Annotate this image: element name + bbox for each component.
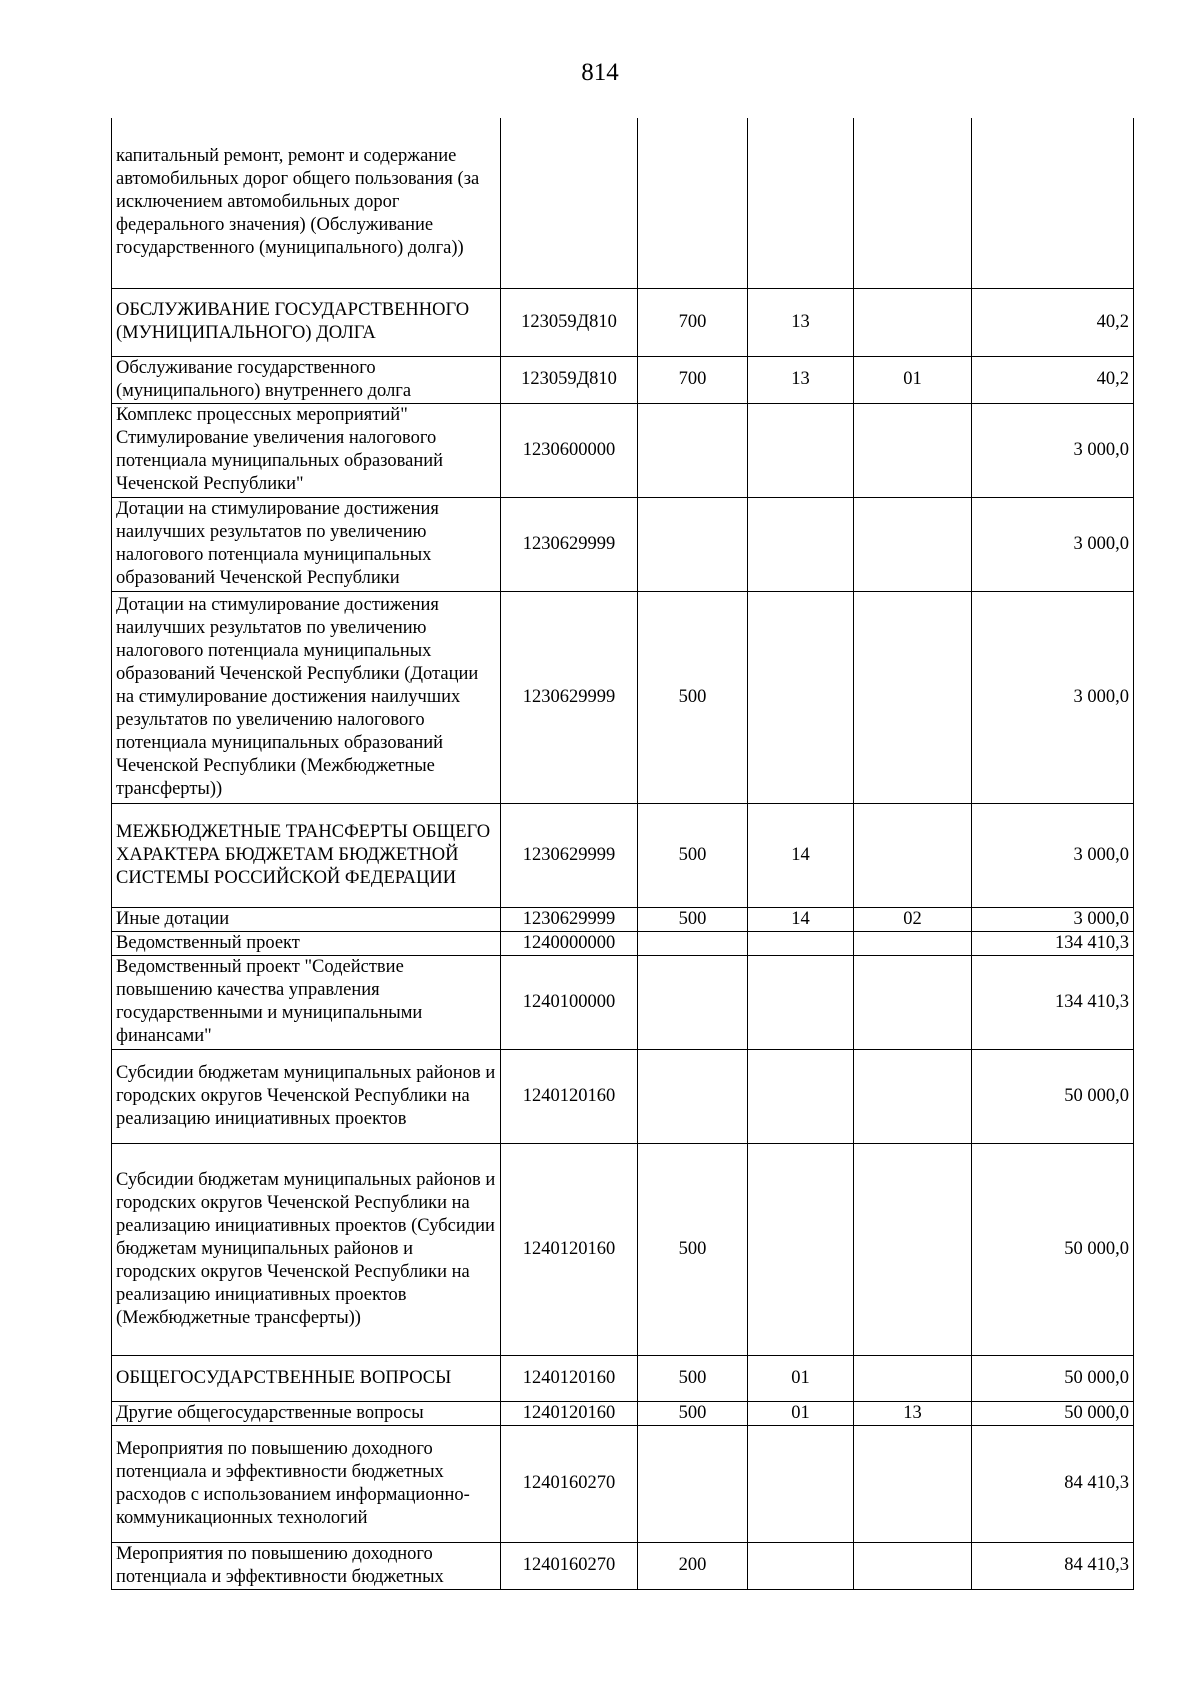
row-name-cell: Субсидии бюджетам муниципальных районов и городских округов Чеченской Республики на реализацию инициативных проектов <box>112 1049 501 1143</box>
row-expense-type-cell: 700 <box>638 356 748 403</box>
row-section-cell <box>748 403 854 497</box>
row-subsection-cell <box>854 955 972 1049</box>
row-expense-type-cell <box>638 931 748 955</box>
row-amount-cell <box>972 118 1134 288</box>
row-expense-type-cell <box>638 955 748 1049</box>
row-name-cell: Обслуживание государственного (муниципального) внутреннего долга <box>112 356 501 403</box>
row-name-cell: Другие общегосударственные вопросы <box>112 1401 501 1425</box>
table-row <box>112 1425 1134 1542</box>
row-section-cell: 13 <box>748 356 854 403</box>
row-target-code-cell: 1240120160 <box>501 1049 638 1143</box>
row-subsection-cell <box>854 591 972 803</box>
row-expense-type-cell: 500 <box>638 1401 748 1425</box>
row-amount-cell: 40,2 <box>972 356 1134 403</box>
row-section-cell <box>748 1542 854 1589</box>
row-subsection-cell <box>854 497 972 591</box>
row-expense-type-cell: 500 <box>638 1355 748 1401</box>
row-expense-type-cell: 500 <box>638 591 748 803</box>
row-section-cell: 14 <box>748 907 854 931</box>
row-name-cell: МЕЖБЮДЖЕТНЫЕ ТРАНСФЕРТЫ ОБЩЕГО ХАРАКТЕРА БЮДЖЕТАМ БЮДЖЕТНОЙ СИСТЕМЫ РОССИЙСКОЙ ФЕДЕРАЦИИ <box>112 803 501 907</box>
row-subsection-cell <box>854 288 972 356</box>
budget-table <box>111 118 1134 1590</box>
row-expense-type-cell: 200 <box>638 1542 748 1589</box>
row-section-cell <box>748 118 854 288</box>
row-amount-cell: 84 410,3 <box>972 1425 1134 1542</box>
row-section-cell: 13 <box>748 288 854 356</box>
row-name-cell: Иные дотации <box>112 907 501 931</box>
row-target-code-cell: 1240120160 <box>501 1143 638 1355</box>
row-section-cell <box>748 497 854 591</box>
row-target-code-cell: 1230629999 <box>501 803 638 907</box>
row-expense-type-cell: 500 <box>638 907 748 931</box>
table-row <box>112 403 1134 497</box>
table-row <box>112 931 1134 955</box>
row-subsection-cell <box>854 403 972 497</box>
row-target-code-cell: 1230600000 <box>501 403 638 497</box>
row-subsection-cell <box>854 1425 972 1542</box>
row-name-cell: Мероприятия по повышению доходного потенциала и эффективности бюджетных расходов с использованием информационно-коммуникационных технологий <box>112 1425 501 1542</box>
row-amount-cell: 3 000,0 <box>972 591 1134 803</box>
row-subsection-cell <box>854 931 972 955</box>
row-section-cell: 01 <box>748 1355 854 1401</box>
row-section-cell <box>748 931 854 955</box>
row-name-cell: Субсидии бюджетам муниципальных районов и городских округов Чеченской Республики на реализацию инициативных проектов (Субсидии бюджетам муниципальных районов и городских округов Чеченской Республики на реализацию инициативных проектов (Межбюджетные трансферты)) <box>112 1143 501 1355</box>
row-amount-cell: 3 000,0 <box>972 497 1134 591</box>
row-expense-type-cell <box>638 497 748 591</box>
row-subsection-cell <box>854 1542 972 1589</box>
row-target-code-cell: 1230629999 <box>501 907 638 931</box>
row-subsection-cell: 01 <box>854 356 972 403</box>
table-row <box>112 1143 1134 1355</box>
row-subsection-cell <box>854 1049 972 1143</box>
row-subsection-cell: 02 <box>854 907 972 931</box>
row-subsection-cell <box>854 803 972 907</box>
row-subsection-cell <box>854 1355 972 1401</box>
row-amount-cell: 50 000,0 <box>972 1355 1134 1401</box>
row-section-cell <box>748 1049 854 1143</box>
table-row <box>112 1542 1134 1589</box>
row-target-code-cell: 1240120160 <box>501 1401 638 1425</box>
row-expense-type-cell <box>638 1425 748 1542</box>
row-expense-type-cell <box>638 118 748 288</box>
row-name-cell: Дотации на стимулирование достижения наилучших результатов по увеличению налогового потенциала муниципальных образований Чеченской Республики <box>112 497 501 591</box>
row-target-code-cell: 1240160270 <box>501 1542 638 1589</box>
row-amount-cell: 84 410,3 <box>972 1542 1134 1589</box>
page-number: 814 <box>581 59 619 86</box>
row-target-code-cell: 1240120160 <box>501 1355 638 1401</box>
row-section-cell <box>748 955 854 1049</box>
row-section-cell <box>748 1143 854 1355</box>
budget-table-body <box>112 118 1134 1589</box>
row-amount-cell: 3 000,0 <box>972 403 1134 497</box>
row-name-cell: Мероприятия по повышению доходного потенциала и эффективности бюджетных <box>112 1542 501 1589</box>
row-section-cell: 01 <box>748 1401 854 1425</box>
table-row <box>112 1049 1134 1143</box>
row-target-code-cell: 123059Д810 <box>501 288 638 356</box>
row-target-code-cell: 1230629999 <box>501 591 638 803</box>
row-name-cell: ОБСЛУЖИВАНИЕ ГОСУДАРСТВЕННОГО (МУНИЦИПАЛЬНОГО) ДОЛГА <box>112 288 501 356</box>
row-section-cell <box>748 591 854 803</box>
row-amount-cell: 50 000,0 <box>972 1049 1134 1143</box>
table-row <box>112 118 1134 288</box>
row-target-code-cell: 123059Д810 <box>501 356 638 403</box>
row-target-code-cell: 1240000000 <box>501 931 638 955</box>
row-expense-type-cell <box>638 1049 748 1143</box>
table-row <box>112 591 1134 803</box>
table-row <box>112 356 1134 403</box>
table-row <box>112 1401 1134 1425</box>
row-subsection-cell <box>854 118 972 288</box>
row-amount-cell: 40,2 <box>972 288 1134 356</box>
row-amount-cell: 3 000,0 <box>972 907 1134 931</box>
table-row <box>112 497 1134 591</box>
row-amount-cell: 134 410,3 <box>972 931 1134 955</box>
row-target-code-cell: 1230629999 <box>501 497 638 591</box>
row-section-cell <box>748 1425 854 1542</box>
row-name-cell: ОБЩЕГОСУДАРСТВЕННЫЕ ВОПРОСЫ <box>112 1355 501 1401</box>
row-name-cell: Ведомственный проект "Содействие повышению качества управления государственными и муниципальными финансами" <box>112 955 501 1049</box>
table-row <box>112 1355 1134 1401</box>
table-row <box>112 803 1134 907</box>
row-name-cell: капитальный ремонт, ремонт и содержание автомобильных дорог общего пользования (за исключением автомобильных дорог федерального значения) (Обслуживание государственного (муниципального) долга)) <box>112 118 501 288</box>
row-name-cell: Дотации на стимулирование достижения наилучших результатов по увеличению налогового потенциала муниципальных образований Чеченской Республики (Дотации на стимулирование достижения наилучших результатов по увеличению налогового потенциала муниципальных образований Чеченской Республики (Межбюджетные трансферты)) <box>112 591 501 803</box>
row-amount-cell: 134 410,3 <box>972 955 1134 1049</box>
row-target-code-cell: 1240100000 <box>501 955 638 1049</box>
row-subsection-cell <box>854 1143 972 1355</box>
row-subsection-cell: 13 <box>854 1401 972 1425</box>
row-name-cell: Комплекс процессных мероприятий" Стимулирование увеличения налогового потенциала муниципальных образований Чеченской Республики" <box>112 403 501 497</box>
table-row <box>112 955 1134 1049</box>
row-name-cell: Ведомственный проект <box>112 931 501 955</box>
row-section-cell: 14 <box>748 803 854 907</box>
table-row <box>112 907 1134 931</box>
row-expense-type-cell: 700 <box>638 288 748 356</box>
row-expense-type-cell: 500 <box>638 1143 748 1355</box>
table-row <box>112 288 1134 356</box>
row-expense-type-cell <box>638 403 748 497</box>
row-amount-cell: 50 000,0 <box>972 1143 1134 1355</box>
row-target-code-cell <box>501 118 638 288</box>
row-expense-type-cell: 500 <box>638 803 748 907</box>
row-target-code-cell: 1240160270 <box>501 1425 638 1542</box>
row-amount-cell: 3 000,0 <box>972 803 1134 907</box>
row-amount-cell: 50 000,0 <box>972 1401 1134 1425</box>
